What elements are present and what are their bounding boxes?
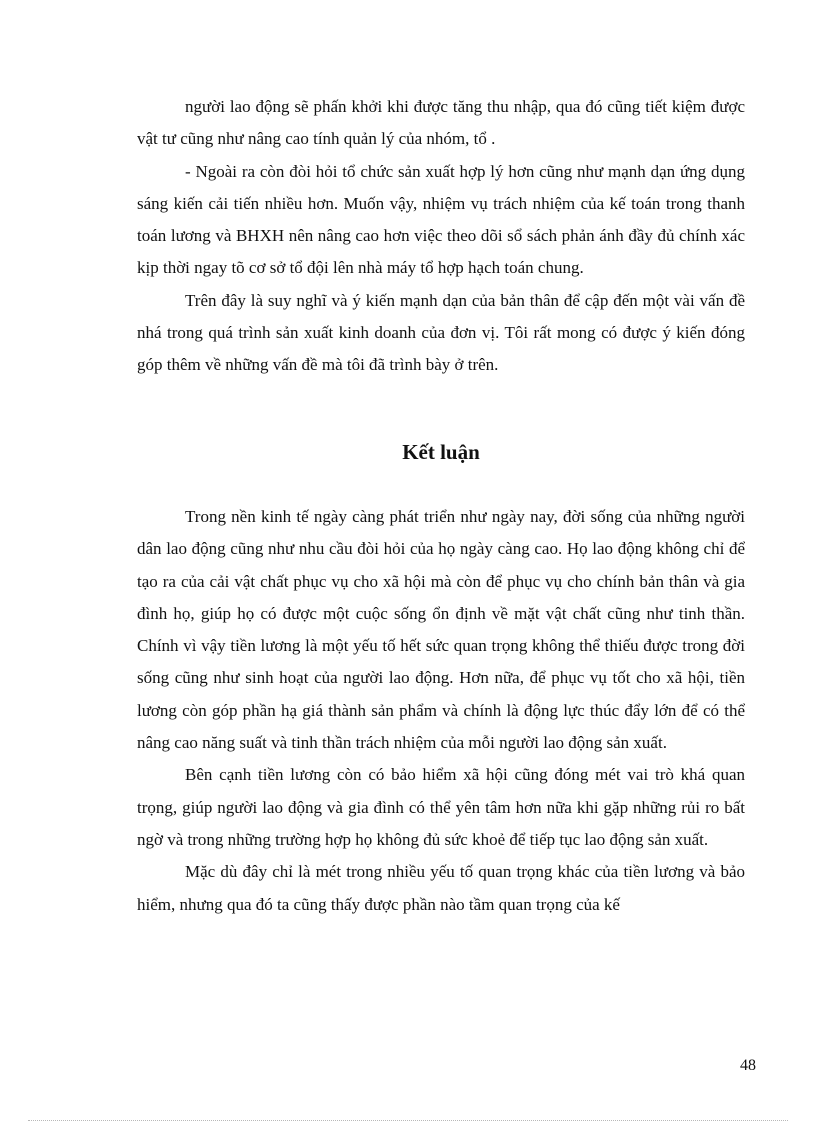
- paragraph: - Ngoài ra còn đòi hỏi tổ chức sản xuất hợp lý hơn cũng như mạnh dạn ứng dụng sáng kiến cải tiến nhiều hơn. Muốn vậy, nhiệm vụ trách nhiệm của kế toán trong thanh toán lương và BHXH nên nâng cao hơn việc theo dõi sổ sách phản ánh đầy đủ chính xác kịp thời ngay tõ cơ sở tổ đội lên nhà máy tổ hợp hạch toán chung.: [137, 161, 745, 278]
- page-bottom-divider: [28, 1120, 788, 1121]
- body-text-bottom: [137, 501, 745, 921]
- body-text-top: [137, 91, 745, 382]
- paragraph: người lao động sẽ phấn khởi khi được tăng thu nhập, qua đó cũng tiết kiệm được vật tư cũng như nâng cao tính quản lý của nhóm, tổ .: [137, 97, 745, 149]
- paragraph: Mặc dù đây chỉ là mét trong nhiều yếu tố quan trọng khác của tiền lương và bảo hiểm, nhưng qua đó ta cũng thấy được phần nào tầm quan trọng của kế: [137, 862, 745, 914]
- page-number: 48: [740, 1057, 756, 1074]
- section-heading: Kết luận: [402, 440, 480, 464]
- paragraph: Trên đây là suy nghĩ và ý kiến mạnh dạn của bản thân để cập đến một vài vấn đề nhá trong quá trình sản xuất kinh doanh của đơn vị. Tôi rất mong có được ý kiến đóng góp thêm về những vấn đề mà tôi đã trình bày ở trên.: [137, 290, 745, 375]
- paragraph: Trong nền kinh tế ngày càng phát triển như ngày nay, đời sống của những người dân lao động cũng như nhu cầu đòi hỏi của họ ngày càng cao. Họ lao động không chỉ để tạo ra của cải vật chất phục vụ cho xã hội mà còn để phục vụ cho chính bản thân và gia đình họ, giúp họ có được một cuộc sống ổn định về mặt vật chất cũng như tinh thần. Chính vì vậy tiền lương là một yếu tố hết sức quan trọng không thể thiếu được trong đời sống cũng như sinh hoạt của người lao động. Hơn nữa, để phục vụ tốt cho xã hội, tiền lương còn góp phần hạ giá thành sản phẩm và chính là động lực thúc đẩy lớn để có thể nâng cao năng suất và tinh thần trách nhiệm của mỗi người lao động sản xuất.: [137, 507, 745, 753]
- paragraph: Bên cạnh tiền lương còn có bảo hiểm xã hội cũng đóng mét vai trò khá quan trọng, giúp người lao động và gia đình có thể yên tâm hơn nữa khi gặp những rủi ro bất ngờ và trong những trường hợp họ không đủ sức khoẻ để tiếp tục lao động sản xuất.: [137, 765, 745, 849]
